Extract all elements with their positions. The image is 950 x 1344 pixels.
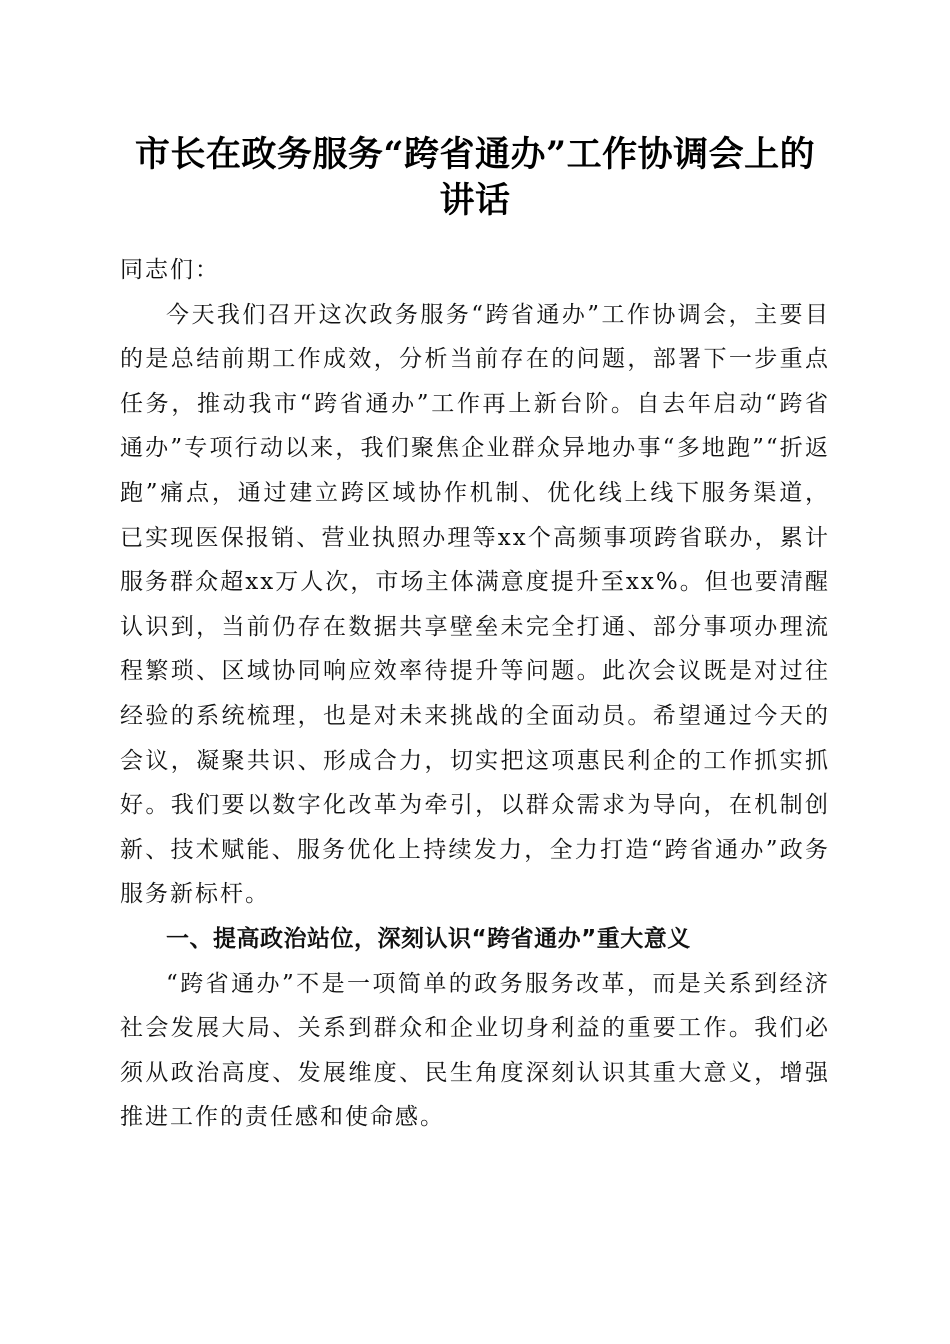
section-1-paragraph: “跨省通办”不是一项简单的政务服务改革，而是关系到经济社会发展大局、关系到群众和企业切身利益的重要工作。我们必须从政治高度、发展维度、民生角度深刻认识其重大意义，增强推进工作的责任感和使命感。 [120,970,830,1131]
opening-paragraph: 今天我们召开这次政务服务“跨省通办”工作协调会，主要目的是总结前期工作成效，分析当前存在的问题，部署下一步重点任务，推动我市“跨省通办”工作再上新台阶。自去年启动“跨省通办”专项行动以来，我们聚焦企业群众异地办事“多地跑”“折返跑”痛点，通过建立跨区域协作机制、优化线上线下服务渠道，已实现医保报销、营业执照办理等xx个高频事项跨省联办，累计服务群众超xx万人次，市场主体满意度提升至xx%。但也要清醒认识到，当前仍存在数据共享壁垒未完全打通、部分事项办理流程繁琐、区域协同响应效率待提升等问题。此次会议既是对过往经验的系统梳理，也是对未来挑战的全面动员。希望通过今天的会议，凝聚共识、形成合力，切实把这项惠民利企的工作抓实抓好。我们要以数字化改革为牵引，以群众需求为导向，在机制创新、技术赋能、服务优化上持续发力，全力打造“跨省通办”政务服务新标杆。 [120,301,830,908]
title-line-2: 讲话 [439,180,511,221]
salutation: 同志们： [120,257,220,283]
document-body [120,248,830,1140]
document-title [110,132,840,224]
section-heading-1: 一、提高政治站位，深刻认识“跨省通办”重大意义 [166,925,691,952]
title-line-1: 市长在政务服务“跨省通办”工作协调会上的 [134,134,816,175]
